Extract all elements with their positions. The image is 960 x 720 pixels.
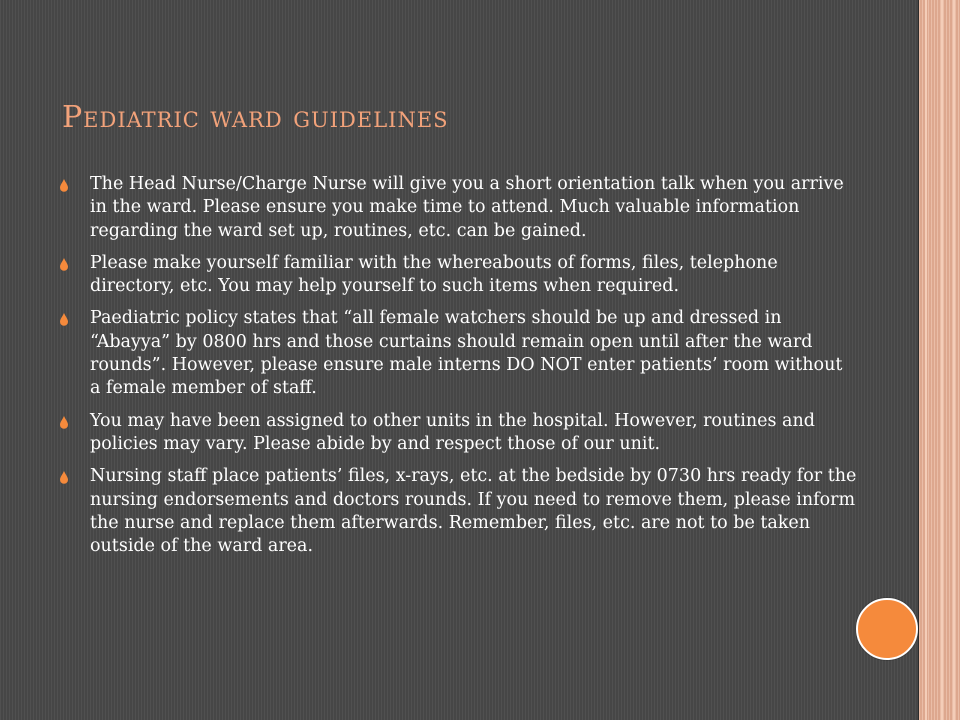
bullet-item-whereabouts bbox=[58, 252, 858, 299]
bullet-item-other-units bbox=[58, 410, 858, 457]
side-band-stripe bbox=[953, 0, 955, 720]
side-band-stripe bbox=[941, 0, 943, 720]
bullet-text: Please make yourself familiar with the whereabouts of forms, files, telephone directory, etc. You may help yourself to such items when required. bbox=[90, 252, 778, 297]
bullet-item-files bbox=[58, 465, 858, 558]
bullet-list bbox=[58, 173, 858, 567]
droplet-bullet-icon bbox=[60, 313, 68, 326]
bullet-text: Nursing staff place patients’ files, x-rays, etc. at the bedside by 0730 hrs ready for the nursing endorsements and doctors rounds. If you need to remove them, please inform the nurse and replace them afterwards. Remember, files, etc. are not to be taken outside of the ward area. bbox=[90, 466, 857, 557]
bullet-item-orientation bbox=[58, 173, 858, 243]
decorative-accent-circle bbox=[856, 598, 918, 660]
droplet-bullet-icon bbox=[60, 471, 68, 484]
decorative-side-band bbox=[919, 0, 960, 720]
droplet-bullet-icon bbox=[60, 179, 68, 192]
bullet-text: You may have been assigned to other units in the hospital. However, routines and policies may vary. Please abide by and respect those of our unit. bbox=[90, 410, 815, 454]
droplet-bullet-icon bbox=[60, 258, 68, 271]
bullet-text: The Head Nurse/Charge Nurse will give you a short orientation talk when you arrive in the ward. Please ensure you make time to attend. Much valuable information regarding the ward set up, routines, etc. can be gained. bbox=[90, 174, 844, 241]
droplet-bullet-icon bbox=[60, 416, 68, 429]
side-band-stripe bbox=[925, 0, 927, 720]
bullet-item-policy bbox=[58, 307, 858, 400]
slide-title: Pediatric ward guidelines bbox=[62, 100, 449, 135]
bullet-text: Paediatric policy states that “all female watchers should be up and dressed in “Abayya” by 0800 hrs and those curtains should remain open until after the ward rounds”. However, please ensure male interns DO NOT enter patients’ room without a female member of staff. bbox=[90, 308, 843, 399]
